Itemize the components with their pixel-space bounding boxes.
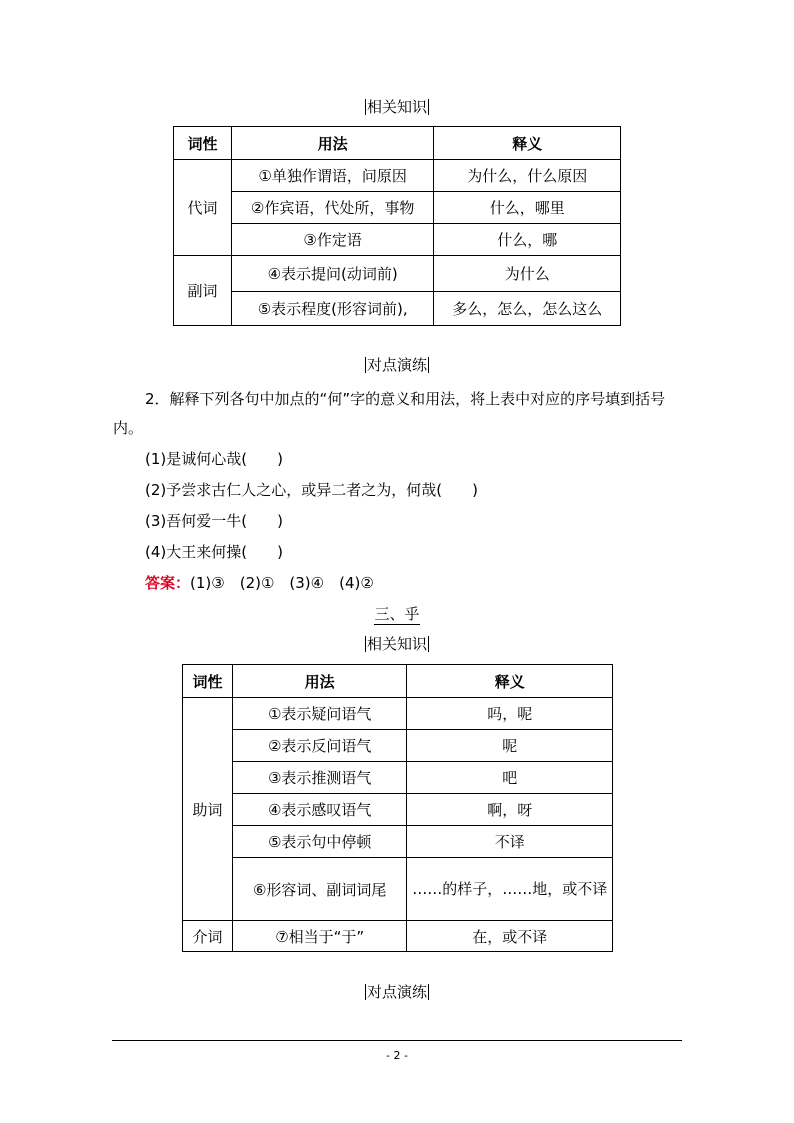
usage-cell: ④表示感叹语气 — [232, 794, 407, 826]
meaning-cell: 吧 — [407, 762, 613, 794]
section-label-practice-2 — [0, 982, 794, 1002]
usage-cell: ⑥形容词、副词词尾 — [232, 858, 407, 921]
header-meaning: 释义 — [407, 665, 613, 698]
meaning-cell: 多么，怎么，怎么这么 — [434, 292, 621, 326]
meaning-cell: 呢 — [407, 730, 613, 762]
section-label-text: 相关知识 — [366, 98, 427, 116]
table-row — [174, 192, 621, 224]
section-label-practice-1 — [0, 355, 794, 375]
usage-cell: ①单独作谓语，问原因 — [231, 160, 434, 192]
usage-cell: ④表示提问(动词前) — [231, 256, 434, 292]
question-item-2: (2)予尝求古仁人之心，或异二者之为，何哉( ) — [145, 481, 478, 499]
usage-cell: ③作定语 — [231, 224, 434, 256]
question-text: 2．解释下列各句中加点的“何”字的意义和用法，将上表中对应的序号填到括号内。 — [113, 390, 666, 437]
table-row — [174, 224, 621, 256]
table-row — [183, 858, 613, 921]
usage-cell: ③表示推测语气 — [232, 762, 407, 794]
answer-line — [113, 573, 683, 593]
header-meaning: 释义 — [434, 127, 621, 160]
meaning-cell: 什么，哪里 — [434, 192, 621, 224]
table-row — [183, 730, 613, 762]
footer-divider — [112, 1040, 682, 1041]
question-item-4: (4)大王来何操( ) — [145, 543, 283, 561]
pos-cell: 副词 — [174, 256, 232, 326]
usage-cell: ①表示疑问语气 — [232, 698, 407, 730]
pos-cell: 代词 — [174, 160, 232, 256]
header-usage: 用法 — [231, 127, 434, 160]
meaning-cell: 为什么，什么原因 — [434, 160, 621, 192]
usage-cell: ⑤表示句中停顿 — [232, 826, 407, 858]
table-row — [174, 292, 621, 326]
table-row — [183, 921, 613, 952]
question-item-1: (1)是诚何心哉( ) — [145, 450, 283, 468]
header-usage: 用法 — [232, 665, 407, 698]
table-row — [183, 698, 613, 730]
section-label-related-knowledge-2 — [0, 634, 794, 654]
section-label-text: 对点演练 — [366, 983, 427, 1001]
usage-cell: ②表示反问语气 — [232, 730, 407, 762]
section-title-text: 三、乎 — [374, 605, 420, 623]
meaning-cell: 啊，呀 — [407, 794, 613, 826]
table-row — [183, 762, 613, 794]
table-header-row — [183, 665, 613, 698]
usage-cell: ⑤表示程度(形容词前), — [231, 292, 434, 326]
meaning-cell: 为什么 — [434, 256, 621, 292]
answer-text: (1)③ (2)① (3)④ (4)② — [190, 574, 374, 592]
header-pos: 词性 — [174, 127, 232, 160]
meaning-cell: 不译 — [407, 826, 613, 858]
pos-cell: 介词 — [183, 921, 233, 952]
section-label-text: 相关知识 — [366, 635, 427, 653]
meaning-cell: 吗，呢 — [407, 698, 613, 730]
header-pos: 词性 — [183, 665, 233, 698]
pos-cell: 助词 — [183, 698, 233, 921]
meaning-cell: 在，或不译 — [407, 921, 613, 952]
question-item-3: (3)吾何爱一牛( ) — [145, 512, 283, 530]
table-row — [174, 256, 621, 292]
table-row — [183, 794, 613, 826]
meaning-cell: 什么，哪 — [434, 224, 621, 256]
table-row — [174, 160, 621, 192]
usage-table-he — [173, 126, 621, 326]
section-label-related-knowledge-1 — [0, 97, 794, 117]
page-number: - 2 - — [386, 1049, 408, 1062]
answer-label: 答案： — [145, 574, 191, 592]
section-title-hu — [0, 604, 794, 624]
table-row — [183, 826, 613, 858]
section-label-text: 对点演练 — [366, 356, 427, 374]
table-header-row — [174, 127, 621, 160]
meaning-cell: ……的样子，……地，或不译 — [407, 858, 613, 921]
usage-table-hu — [182, 664, 613, 952]
usage-cell: ②作宾语，代处所，事物 — [231, 192, 434, 224]
usage-cell: ⑦相当于“于” — [232, 921, 407, 952]
